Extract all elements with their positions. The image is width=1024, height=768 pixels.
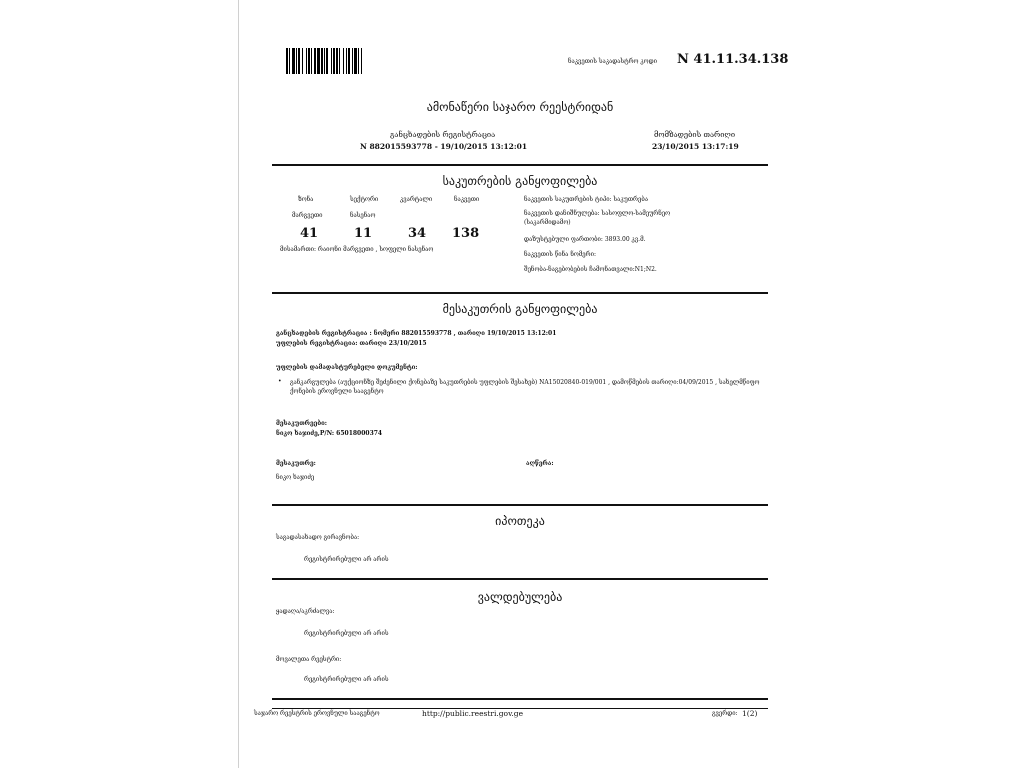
divider [272,504,768,506]
viewer-left-border [238,0,239,768]
page-number: 1(2) [742,709,758,718]
divider [272,292,768,294]
tax-lien-value: რეგისტრირებული არ არის [304,556,389,563]
document-title: ამონაწერი საჯარო რეესტრიდან [426,100,614,114]
debtors-registry-label: მოვალეთა რეესტრი: [276,656,342,663]
right-registration-date: უფლების რეგისტრაცია: თარიღი 23/10/2015 [276,340,427,347]
buildings-list: შენობა-ნაგებობების ჩამონათვალი:N1;N2. [524,266,657,273]
right-type: ნაკვეთის საკუთრების ტიპი: საკუთრება [524,196,649,203]
property-section-title: საკუთრების განყოფილება [442,174,598,188]
bullet: • [278,378,282,385]
footer-agency: საჯარო რეესტრის ეროვნული სააგენტო [254,710,380,717]
preparation-date-value: 23/10/2015 13:17:19 [652,142,739,151]
page-label: გვერდი: [712,710,738,717]
seizure-label: ყადაღა/აკრძალვა: [276,608,335,615]
owner-value: ნიკო ხაჯიძე [276,474,315,481]
sector-number: 11 [354,226,373,241]
document-page [254,38,789,728]
registry-code-label: ნაკვეთის საკადასტრო კოდი [568,58,657,65]
previous-number: ნაკვეთის წინა ნომერი: [524,251,596,258]
purpose-detail: (საკარმიდამო) [524,219,571,226]
preparation-date-label: მომზადების თარიღი [654,130,736,139]
parcel-number: 138 [452,226,480,241]
zone-column-header: ზონა [298,196,314,203]
ownership-section-title: მესაკუთრის განყოფილება [442,302,598,316]
documents-label: უფლების დამადასტურებელი დოკუმენტი: [276,364,418,371]
registry-code: N 41.11.34.138 [677,52,789,67]
mortgage-section-title: იპოთეკა [495,514,545,528]
description-label: აღწერა: [526,460,554,467]
quarter-number: 34 [408,226,427,241]
owners-label: მესაკუთრეები: [276,420,327,427]
quarter-column-header: კვარტალი [400,196,433,203]
debtors-registry-value: რეგისტრირებული არ არის [304,676,389,683]
purpose: ნაკვეთის დანიშნულება: სასოფლო-სამეურნეო [524,210,671,217]
barcode [286,48,466,74]
sector-name: ნასენაო [350,212,376,219]
tax-lien-label: საგადასახადო გირავნობა: [276,534,360,541]
footer-url[interactable]: http://public.reestri.gov.ge [422,709,524,718]
document-item: განკარგულება (აუქციონზე შეძენილი ქონებაზე საკუთრების უფლების შესახებ) NA15020840-019/001 , დამოწმების თარიღი:04/09/2015 , სახელმწიფო ქონების ეროვნული სააგენტო [290,379,760,395]
sector-column-header: სექტორი [350,196,379,203]
application-registration-value: N 882015593778 - 19/10/2015 13:12:01 [360,142,528,151]
ownership-registration: განცხადების რეგისტრაცია : ნომერი 882015593778 , თარიღი 19/10/2015 13:12:01 [276,330,557,337]
encumbrance-section-title: ვალდებულება [477,590,563,604]
zone-number: 41 [300,226,319,241]
zone-name: მარგვეთი [292,212,323,219]
seizure-value: რეგისტრირებული არ არის [304,630,389,637]
divider [272,164,768,166]
application-registration-label: განცხადების რეგისტრაცია [390,130,496,139]
divider [272,578,768,580]
owners-value: ნიკო ხაჯიძე,P/N: 65018000374 [276,430,383,437]
area: დაზუსტებული ფართობი: 3893.00 კვ.მ. [524,236,646,243]
address: მისამართი: რაიონი მარგვეთი , სოფელი ნასენაო [280,246,434,253]
divider [272,698,768,700]
parcel-column-header: ნაკვეთი [454,196,480,203]
owner-label: მესაკუთრე: [276,460,316,467]
barcode-bar [362,48,364,74]
